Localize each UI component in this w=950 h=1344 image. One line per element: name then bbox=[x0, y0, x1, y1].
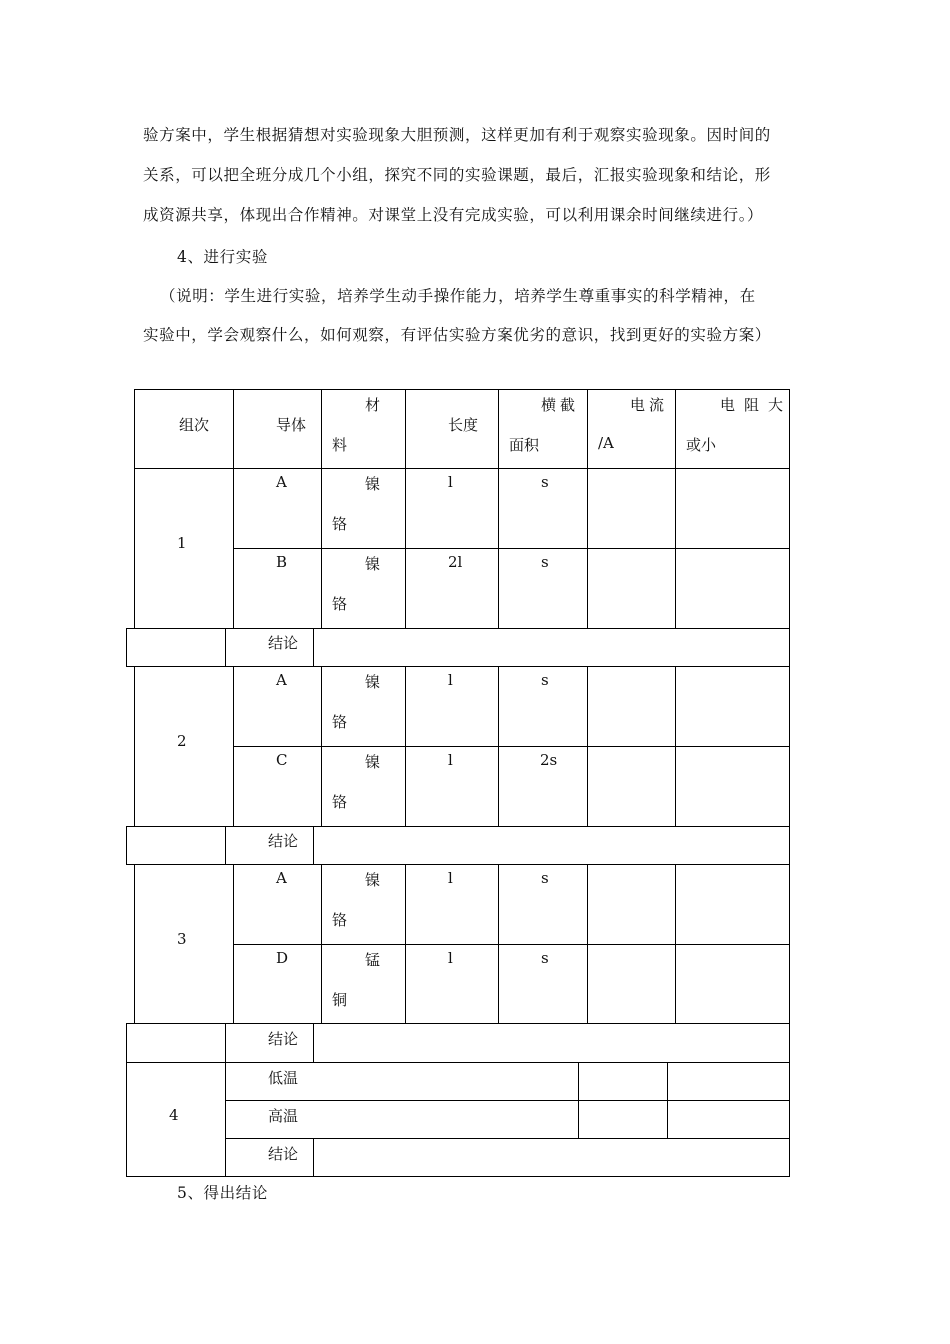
table-cell-conductor: B bbox=[276, 553, 288, 571]
group1-number: 1 bbox=[177, 534, 187, 552]
conclusion-label: 结论 bbox=[268, 1145, 299, 1163]
paragraph1-line3: 成资源共享，体现出合作精神。对课堂上没有完成实验，可以利用课余时间继续进行。） bbox=[143, 206, 764, 224]
table-cell-conductor: A bbox=[276, 671, 287, 689]
table-cell-material: 铬 bbox=[332, 515, 348, 533]
header-area-2: 面积 bbox=[509, 436, 540, 454]
header-area-1: 横截 bbox=[541, 396, 580, 414]
table-cell-material: 镍 bbox=[365, 673, 381, 691]
header-resistance-1: 电阻大 bbox=[720, 396, 793, 414]
group4-number: 4 bbox=[169, 1106, 179, 1124]
table-cell-material: 锰 bbox=[365, 951, 381, 969]
paragraph2-line2: 实验中，学会观察什么，如何观察，有评估实验方案优劣的意识，找到更好的实验方案） bbox=[143, 326, 771, 344]
conclusion-label: 结论 bbox=[268, 634, 299, 652]
table-cell-length: l bbox=[448, 473, 453, 491]
table-cell-length: 2l bbox=[448, 553, 463, 571]
table-cell-length: l bbox=[448, 869, 453, 887]
paragraph1-line2: 关系，可以把全班分成几个小组，探究不同的实验课题，最后，汇报实验现象和结论，形 bbox=[143, 166, 771, 184]
header-length: 长度 bbox=[448, 416, 479, 434]
table-cell-material: 铬 bbox=[332, 911, 348, 929]
table-cell-material: 镍 bbox=[365, 871, 381, 889]
table-cell-material: 铜 bbox=[332, 991, 348, 1009]
group4-low-temp: 低温 bbox=[268, 1069, 299, 1087]
group2-number: 2 bbox=[177, 732, 187, 750]
table-cell-area: s bbox=[541, 473, 549, 491]
header-current-2: /A bbox=[598, 434, 614, 452]
table-cell-conductor: A bbox=[276, 869, 287, 887]
header-conductor: 导体 bbox=[276, 416, 307, 434]
table-cell-conductor: D bbox=[276, 949, 289, 967]
table-cell-length: l bbox=[448, 949, 453, 967]
table-cell-area: s bbox=[541, 671, 549, 689]
step5-heading: 5、得出结论 bbox=[177, 1184, 268, 1202]
table-cell-material: 铬 bbox=[332, 595, 348, 613]
table-cell-material: 铬 bbox=[332, 713, 348, 731]
conclusion-label: 结论 bbox=[268, 1030, 299, 1048]
table-cell-area: s bbox=[541, 553, 549, 571]
table-cell-material: 镍 bbox=[365, 475, 381, 493]
table-cell-material: 镍 bbox=[365, 753, 381, 771]
table-cell-conductor: C bbox=[276, 751, 288, 769]
table-cell-area: s bbox=[541, 869, 549, 887]
table-cell-area: 2s bbox=[540, 751, 558, 769]
table-cell-material: 镍 bbox=[365, 555, 381, 573]
paragraph2-line1: （说明：学生进行实验，培养学生动手操作能力，培养学生尊重事实的科学精神，在 bbox=[160, 287, 756, 305]
header-current-1: 电流 bbox=[630, 396, 669, 414]
header-material-2: 料 bbox=[332, 436, 348, 454]
table-cell-length: l bbox=[448, 751, 453, 769]
paragraph1-line1: 验方案中，学生根据猜想对实验现象大胆预测，这样更加有利于观察实验现象。因时间的 bbox=[143, 126, 771, 144]
header-material-1: 材 bbox=[365, 396, 381, 414]
group3-number: 3 bbox=[177, 930, 187, 948]
step4-heading: 4、进行实验 bbox=[177, 248, 268, 266]
header-resistance-2: 或小 bbox=[686, 436, 717, 454]
table-cell-material: 铬 bbox=[332, 793, 348, 811]
table-cell-conductor: A bbox=[276, 473, 287, 491]
table-cell-length: l bbox=[448, 671, 453, 689]
table-cell-area: s bbox=[541, 949, 549, 967]
conclusion-label: 结论 bbox=[268, 832, 299, 850]
header-group: 组次 bbox=[179, 416, 210, 434]
group4-high-temp: 高温 bbox=[268, 1107, 299, 1125]
